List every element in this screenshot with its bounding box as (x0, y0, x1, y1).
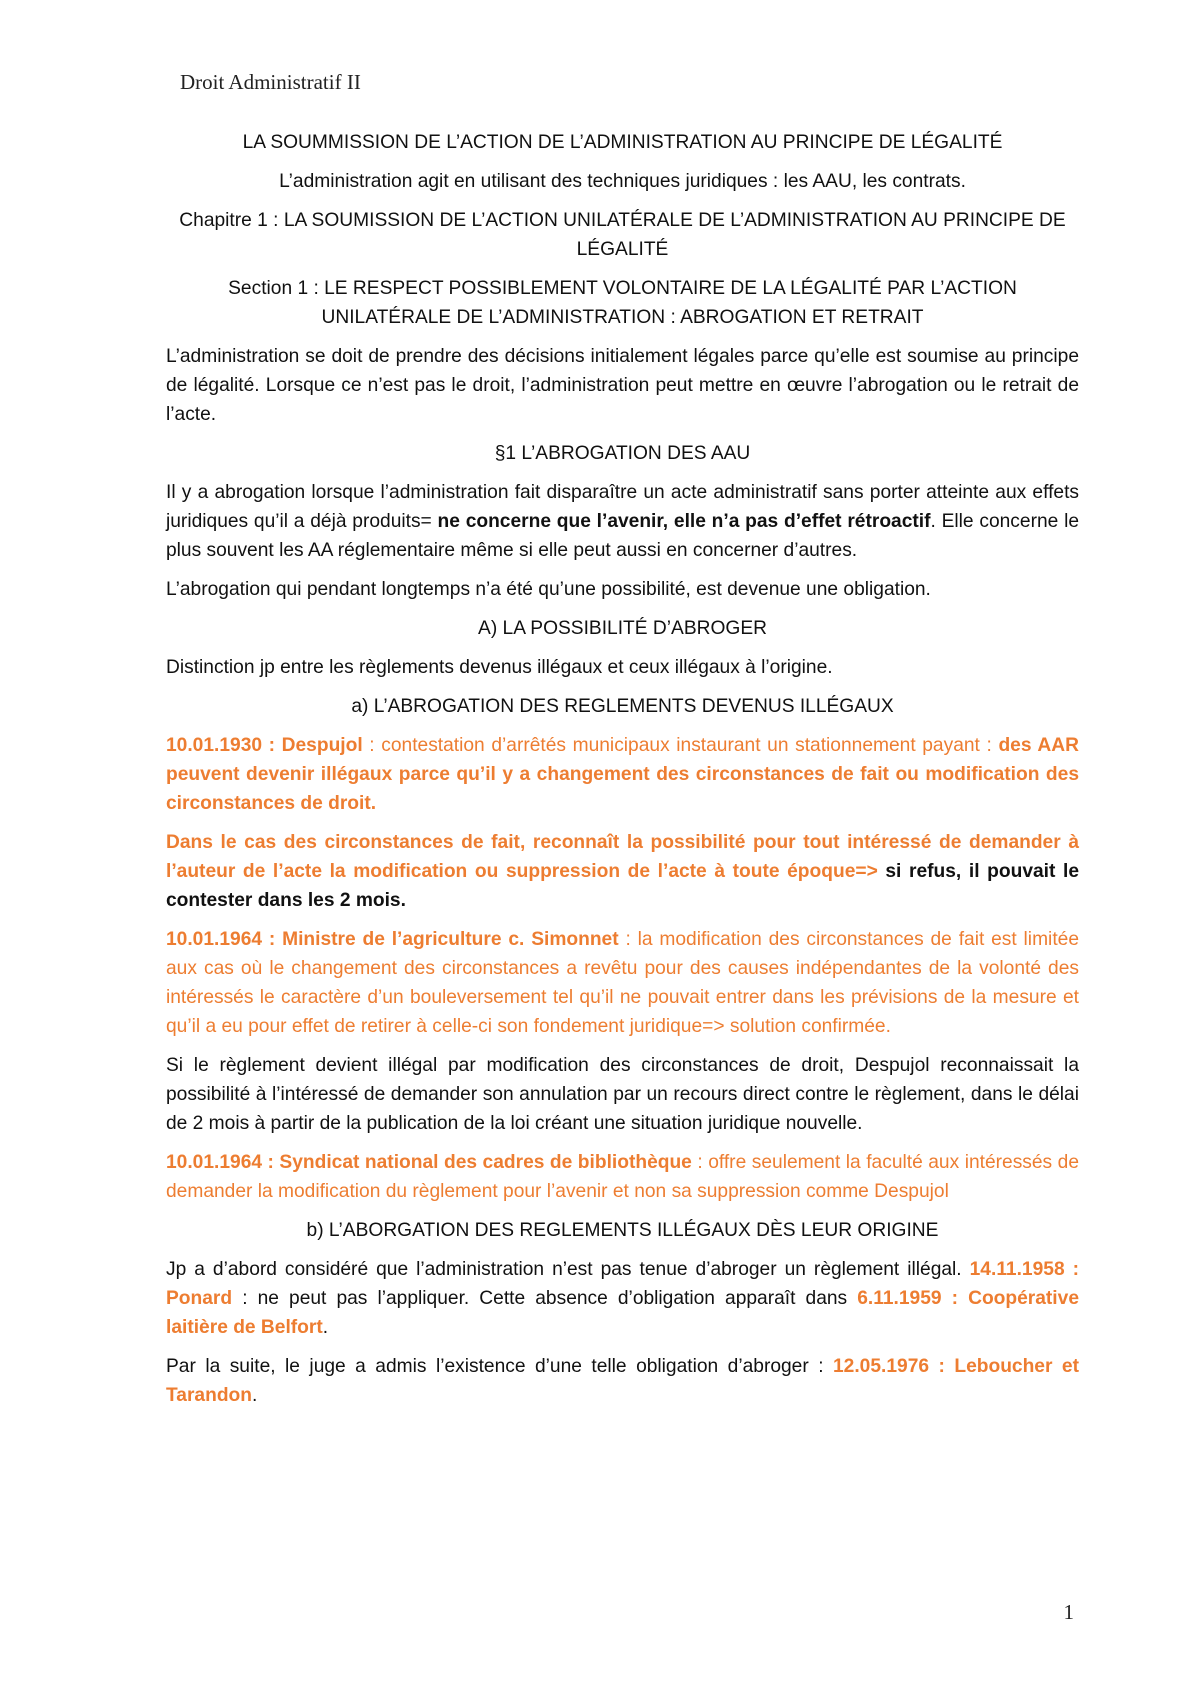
intro-paragraph: L’administration agit en utilisant des techniques juridiques : les AAU, les contrats. (279, 171, 966, 192)
paragraph-2-text-c: . Elle concerne le plus souvent les AA réglementaire même si elle peut aussi en concerner d’autres. (166, 511, 1080, 561)
paragraph-5: Si le règlement devient illégal par modification des circonstances de droit, Despujol reconnaissait la possibilité à l’intéressé de demander son annulation par un recours direct contre le règlement, dans le délai de 2 mois à partir de la publication de la loi créant une situation juridique nouvelle. (166, 1055, 1079, 1134)
case-circumstances-text: Dans le cas des circonstances de fait, reconnaît la possibilité pour tout intéressé de demander à l’auteur de l’acte la modification ou suppression de l’acte à toute époque=> (166, 832, 1079, 882)
case-circumstances (166, 828, 1079, 915)
case-ponard-ref: 14.11.1958 : Ponard (166, 1259, 1079, 1309)
case-leboucher-date: 12.05.1976 : (833, 1356, 945, 1377)
case-syndicat-text: : offre seulement la faculté aux intéressés de demander la modification du règlement pour l’avenir et non sa suppression comme Despujol (166, 1152, 1079, 1202)
paragraph-7-text-c: . (252, 1385, 258, 1406)
case-despujol (166, 731, 1079, 818)
heading-A: A) LA POSSIBILITÉ D’ABROGER (478, 618, 767, 639)
paragraph-7 (166, 1352, 1079, 1410)
paragraph-6-text-b: : ne peut pas l’appliquer. Cette absence d’obligation apparaît dans (232, 1288, 858, 1309)
paragraph-7-text-a: Par la suite, le juge a admis l’existence d’une telle obligation d’abroger : (166, 1356, 833, 1377)
paragraph-1: L’administration se doit de prendre des décisions initialement légales parce qu’elle est soumise au principe de légalité. Lorsque ce n’est pas le droit, l’administration peut mettre en œuvre l’abrogation ou le retrait de l’acte. (166, 346, 1079, 425)
case-despujol-ref: 10.01.1930 : Despujol (166, 735, 363, 756)
case-simonnet (166, 925, 1079, 1041)
chapter-heading: Chapitre 1 : LA SOUMISSION DE L’ACTION UNILATÉRALE DE L’ADMINISTRATION AU PRINCIPE DE LÉGALITÉ (179, 210, 1066, 260)
paragraph-2-text-a: Il y a abrogation lorsque l’administration fait disparaître un acte administratif sans porter atteinte aux effets juridiques qu’il a déjà produits= (166, 482, 1079, 532)
paragraph-6-text-a: Jp a d’abord considéré que l’administration n’est pas tenue d’abroger un règlement illégal. (166, 1259, 970, 1280)
page-number: 1 (1063, 1600, 1074, 1624)
case-belfort-ref: 6.11.1959 : Coopérative laitière de Belfort (166, 1288, 1079, 1338)
heading-b: b) L’ABORGATION DES REGLEMENTS ILLÉGAUX DÈS LEUR ORIGINE (306, 1220, 939, 1241)
paragraph-6 (166, 1255, 1079, 1342)
paragraph-6-text-c: . (322, 1317, 329, 1338)
case-syndicat-ref: 10.01.1964 : Syndicat national des cadres de bibliothèque (166, 1152, 692, 1173)
page-header: Droit Administratif II (180, 70, 361, 94)
subsection-heading-1: §1 L’ABROGATION DES AAU (494, 443, 751, 464)
section-heading: Section 1 : LE RESPECT POSSIBLEMENT VOLONTAIRE DE LA LÉGALITÉ PAR L’ACTION UNILATÉRALE DE L’ADMINISTRATION : ABROGATION ET RETRAIT (228, 278, 1017, 328)
paragraph-3: L’abrogation qui pendant longtemps n’a été qu’une possibilité, est devenue une obligation. (166, 579, 931, 600)
paragraph-2 (166, 478, 1079, 565)
case-despujol-text: : contestation d’arrêtés municipaux instaurant un stationnement payant : (362, 735, 999, 756)
case-syndicat (166, 1148, 1079, 1206)
case-simonnet-text: : la modification des circonstances de fait est limitée aux cas où le changement des circonstances a revêtu pour des causes indépendantes de la volonté des intéressés le caractère d’un bouleversement tel qu’il ne pouvait entrer dans les prévisions de la mesure et qu’il a eu pour effet de retirer à celle-ci son fondement juridique=> solution confirmée. (166, 929, 1079, 1037)
document-body (166, 128, 1079, 1420)
case-leboucher-ref: Leboucher et Tarandon (166, 1356, 1079, 1406)
heading-a: a) L’ABROGATION DES REGLEMENTS DEVENUS ILLÉGAUX (351, 696, 894, 717)
paragraph-2-bold: ne concerne que l’avenir, elle n’a pas d’effet rétroactif (437, 511, 931, 532)
case-simonnet-ref: 10.01.1964 : Ministre de l’agriculture c. Simonnet (166, 929, 619, 950)
document-title: LA SOUMMISSION DE L’ACTION DE L’ADMINISTRATION AU PRINCIPE DE LÉGALITÉ (242, 132, 1003, 153)
paragraph-4: Distinction jp entre les règlements devenus illégaux et ceux illégaux à l’origine. (166, 657, 833, 678)
case-circumstances-end: . (400, 890, 406, 911)
case-despujol-bold: des AAR peuvent devenir illégaux parce qu’il y a changement des circonstances de fait ou modification des circonstances de droit. (166, 735, 1079, 814)
case-circumstances-bold: si refus, il pouvait le contester dans les 2 mois (166, 861, 1079, 911)
